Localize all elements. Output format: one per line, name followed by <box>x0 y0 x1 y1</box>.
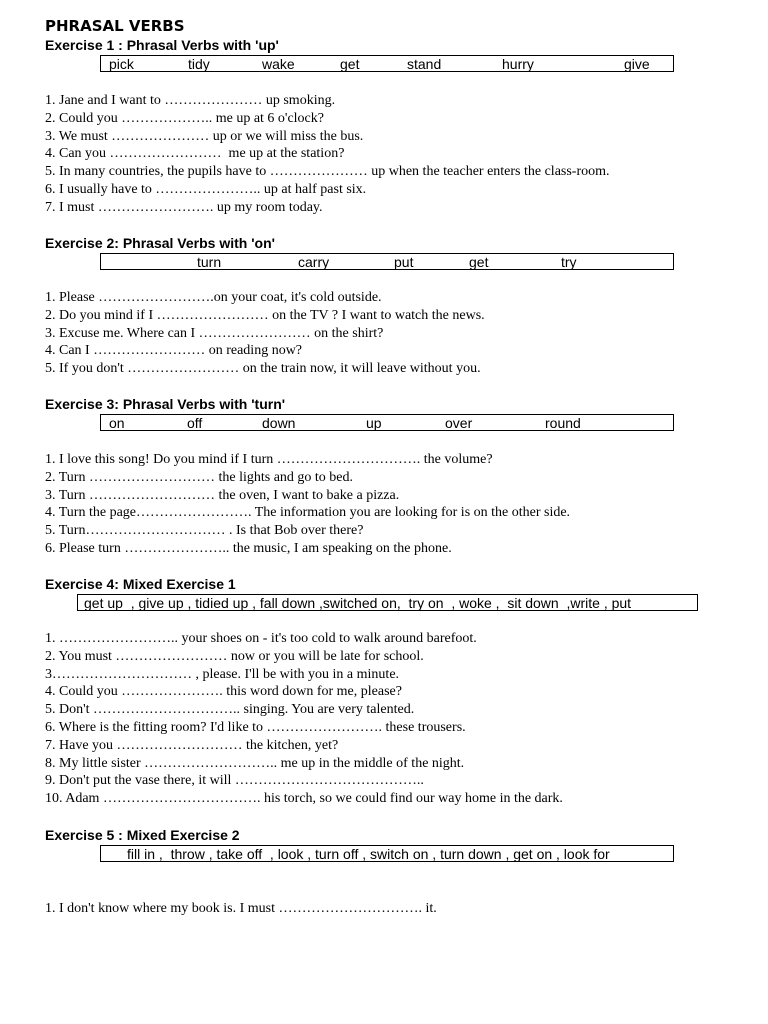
exercise-3-word-box <box>100 414 674 431</box>
exercise-5-title: Exercise 5 : Mixed Exercise 2 <box>45 827 240 843</box>
question-item: 7. Have you ……………………… the kitchen, yet? <box>45 737 339 753</box>
word-box-item: carry <box>298 254 330 270</box>
exercise-2-questions <box>45 289 485 378</box>
word-box-item: down <box>262 415 296 431</box>
question-item: 3. Excuse me. Where can I …………………… on the shirt? <box>45 325 384 341</box>
exercise-1-word-box <box>100 55 674 72</box>
exercise-5-word-box <box>100 845 674 862</box>
question-item: 2. You must …………………… now or you will be late for school. <box>45 648 424 664</box>
word-box-list: fill in , throw , take off , look , turn off , switch on , turn down , get on , look for <box>127 846 610 862</box>
exercise-1-title: Exercise 1 : Phrasal Verbs with 'up' <box>45 37 279 53</box>
question-item: 6. Please turn ………………….. the music, I am speaking on the phone. <box>45 540 452 556</box>
question-item: 10. Adam ……………………………. his torch, so we could find our way home in the dark. <box>45 791 563 807</box>
question-item: 7. I must ……………………. up my room today. <box>45 199 323 215</box>
word-box-item: wake <box>262 56 295 72</box>
exercise-5-questions <box>45 900 437 918</box>
question-item: 4. Can you …………………… me up at the station? <box>45 146 345 162</box>
word-box-item: round <box>545 415 581 431</box>
question-item: 3. We must ………………… up or we will miss the bus. <box>45 128 364 144</box>
question-item: 5. Don't ………………………….. singing. You are very talented. <box>45 702 415 718</box>
word-box-list: get up , give up , tidied up , fall down ,switched on, try on , woke , sit down ,write , put <box>84 595 632 611</box>
word-box-item: off <box>187 415 203 431</box>
exercise-4-word-box <box>77 594 698 611</box>
exercise-3-title: Exercise 3: Phrasal Verbs with 'turn' <box>45 396 286 412</box>
word-box-item: tidy <box>188 56 210 72</box>
exercise-3-questions <box>45 451 570 558</box>
question-item: 9. Don't put the vase there, it will ………………………………….. <box>45 773 424 789</box>
question-item: 1. Jane and I want to ………………… up smoking. <box>45 93 336 108</box>
word-box-item: on <box>109 415 125 431</box>
word-box-item: up <box>366 415 382 431</box>
word-box-item: turn <box>197 254 222 270</box>
question-item: 1. I don't know where my book is. I must …………………………. it. <box>45 901 437 916</box>
question-item: 2. Turn ……………………… the lights and go to bed. <box>45 469 354 485</box>
question-item: 2. Do you mind if I …………………… on the TV ? I want to watch the news. <box>45 307 485 323</box>
question-item: 4. Can I …………………… on reading now? <box>45 343 303 359</box>
question-item: 8. My little sister ……………………….. me up in the middle of the night. <box>45 755 465 771</box>
question-item: 3………………………… , please. I'll be with you in a minute. <box>45 666 400 682</box>
word-box-item: hurry <box>502 56 534 72</box>
exercise-2-word-box <box>100 253 674 270</box>
question-item: 4. Could you …………………. this word down for me, please? <box>45 684 402 700</box>
question-item: 4. Turn the page……………………. The information you are looking for is on the other side. <box>45 505 571 521</box>
question-item: 2. Could you ……………….. me up at 6 o'clock? <box>45 110 324 126</box>
question-item: 1. Please …………………….on your coat, it's cold outside. <box>45 290 382 305</box>
exercise-1-questions <box>45 92 610 217</box>
word-box-item: pick <box>109 56 134 72</box>
word-box-item: over <box>445 415 473 431</box>
question-item: 1. I love this song! Do you mind if I turn …………………………. the volume? <box>45 452 493 467</box>
question-item: 5. Turn………………………… . Is that Bob over there? <box>45 523 364 539</box>
word-box-item: stand <box>407 56 442 72</box>
word-box-item: try <box>561 254 577 270</box>
word-box-item: put <box>394 254 414 270</box>
exercise-4-questions <box>45 630 563 808</box>
page-title: PHRASAL VERBS <box>45 17 185 35</box>
exercise-4-title: Exercise 4: Mixed Exercise 1 <box>45 576 236 592</box>
word-box-item: get <box>469 254 489 270</box>
question-item: 5. In many countries, the pupils have to ………………… up when the teacher enters the class-room. <box>45 164 610 180</box>
question-item: 1. …………………….. your shoes on - it's too cold to walk around barefoot. <box>45 631 477 646</box>
word-box-item: give <box>624 56 650 72</box>
question-item: 6. Where is the fitting room? I'd like to ……………………. these trousers. <box>45 719 466 735</box>
exercise-2-title: Exercise 2: Phrasal Verbs with 'on' <box>45 235 275 251</box>
question-item: 3. Turn ……………………… the oven, I want to bake a pizza. <box>45 487 400 503</box>
question-item: 5. If you don't …………………… on the train now, it will leave without you. <box>45 361 481 377</box>
word-box-item: get <box>340 56 360 72</box>
question-item: 6. I usually have to ………………….. up at half past six. <box>45 181 367 197</box>
